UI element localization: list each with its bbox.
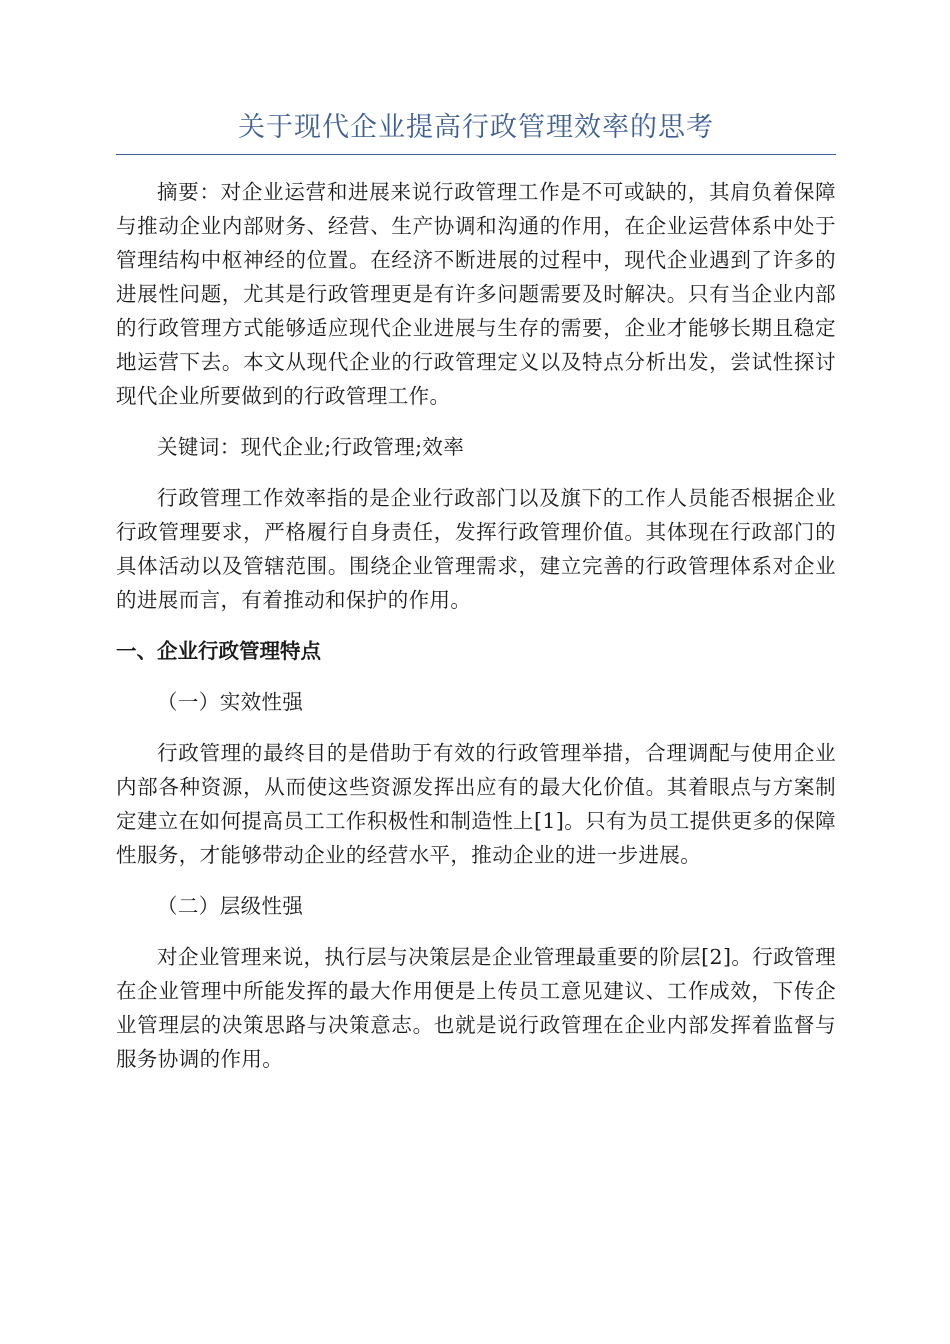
- abstract-paragraph: 摘要：对企业运营和进展来说行政管理工作是不可或缺的，其肩负着保障与推动企业内部财务、经营、生产协调和沟通的作用，在企业运营体系中处于管理结构中枢神经的位置。在经济不断进展的过程中，现代企业遇到了许多的进展性问题，尤其是行政管理更是有许多问题需要及时解决。只有当企业内部的行政管理方式能够适应现代企业进展与生存的需要，企业才能够长期且稳定地运营下去。本文从现代企业的行政管理定义以及特点分析出发，尝试性探讨现代企业所要做到的行政管理工作。: [116, 180, 836, 408]
- subsection-heading-2: （二）层级性强: [157, 894, 304, 918]
- document-page: [116, 108, 836, 1093]
- subsection-heading-1: （一）实效性强: [157, 690, 304, 714]
- keywords-line: 关键词：现代企业;行政管理;效率: [157, 435, 465, 459]
- intro-paragraph: 行政管理工作效率指的是企业行政部门以及旗下的工作人员能否根据企业行政管理要求，严格履行自身责任，发挥行政管理价值。其体现在行政部门的具体活动以及管辖范围。围绕企业管理需求，建立完善的行政管理体系对企业的进展而言，有着推动和保护的作用。: [116, 486, 836, 612]
- subsection-1-paragraph: 行政管理的最终目的是借助于有效的行政管理举措，合理调配与使用企业内部各种资源，从而使这些资源发挥出应有的最大化价值。其着眼点与方案制定建立在如何提高员工工作积极性和制造性上[1]。只有为员工提供更多的保障性服务，才能够带动企业的经营水平，推动企业的进一步进展。: [116, 741, 836, 867]
- section-heading-1: 一、企业行政管理特点: [116, 639, 321, 663]
- subsection-2-paragraph: 对企业管理来说，执行层与决策层是企业管理最重要的阶层[2]。行政管理在企业管理中所能发挥的最大作用便是上传员工意见建议、工作成效，下传企业管理层的决策思路与决策意志。也就是说行政管理在企业内部发挥着监督与服务协调的作用。: [116, 945, 836, 1071]
- title-block: [116, 108, 836, 155]
- document-title: 关于现代企业提高行政管理效率的思考: [238, 112, 714, 143]
